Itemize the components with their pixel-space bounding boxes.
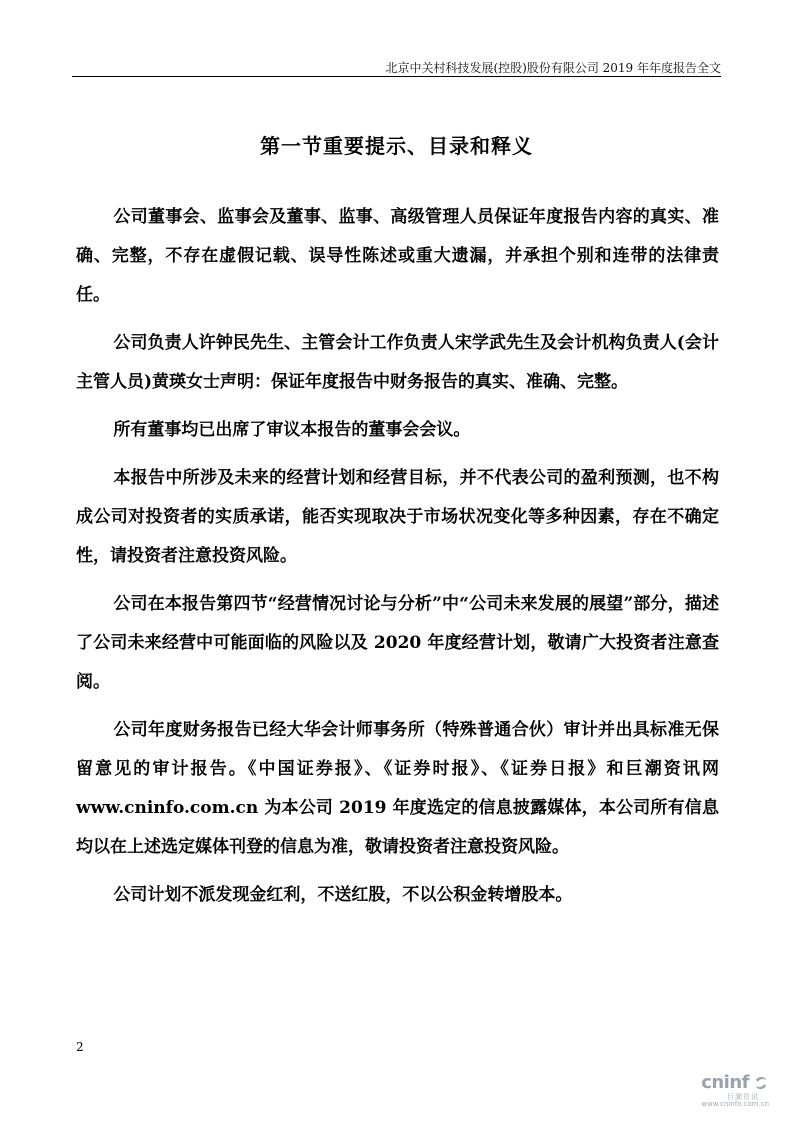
- paragraph: 所有董事均已出席了审议本报告的董事会会议。: [113, 420, 471, 440]
- document-body: [76, 198, 719, 924]
- paragraph: 公司董事会、监事会及董事、监事、高级管理人员保证年度报告内容的真实、准确、完整，不存在虚假记载、误导性陈述或重大遗漏，并承担个别和连带的法律责任。: [76, 207, 719, 305]
- paragraph: 公司年度财务报告已经大华会计师事务所（特殊普通合伙）审计并出具标准无保留意见的审计报告。《中国证券报》、《证券时报》、《证券日报》和巨潮资讯网 www.cninfo.com.cn 为本公司 2019 年度选定的信息披露媒体，本公司所有信息均以在上述选定媒体刊登的信息为准，敬请投资者注意投资风险。: [76, 720, 719, 857]
- page-number: 2: [76, 1040, 84, 1054]
- paragraph: 公司负责人许钟民先生、主管会计工作负责人宋学武先生及会计机构负责人(会计主管人员)黄瑛女士声明：保证年度报告中财务报告的真实、准确、完整。: [76, 333, 719, 392]
- logo-wordmark: cninf: [701, 1072, 749, 1093]
- paragraph: 公司计划不派发现金红利，不送红股，不以公积金转增股本。: [113, 885, 573, 905]
- paragraph: 本报告中所涉及未来的经营计划和经营目标，并不代表公司的盈利预测，也不构成公司对投资者的实质承诺，能否实现取决于市场状况变化等多种因素，存在不确定性，请投资者注意投资风险。: [76, 468, 719, 566]
- logo-swirl-icon: [753, 1075, 769, 1091]
- cninfo-logo: [689, 1072, 769, 1106]
- running-header: 北京中关村科技发展(控股)股份有限公司 2019 年年度报告全文: [385, 61, 721, 75]
- logo-chinese-name: 巨潮资讯: [727, 1093, 759, 1101]
- section-title: 第一节重要提示、目录和释义: [260, 134, 533, 158]
- logo-url: www.cninfo.com.cn: [701, 1100, 769, 1108]
- paragraph: 公司在本报告第四节“经营情况讨论与分析”中“公司未来发展的展望”部分，描述了公司未来经营中可能面临的风险以及 2020 年度经营计划，敬请广大投资者注意查阅。: [76, 594, 719, 692]
- header-divider: [72, 76, 721, 77]
